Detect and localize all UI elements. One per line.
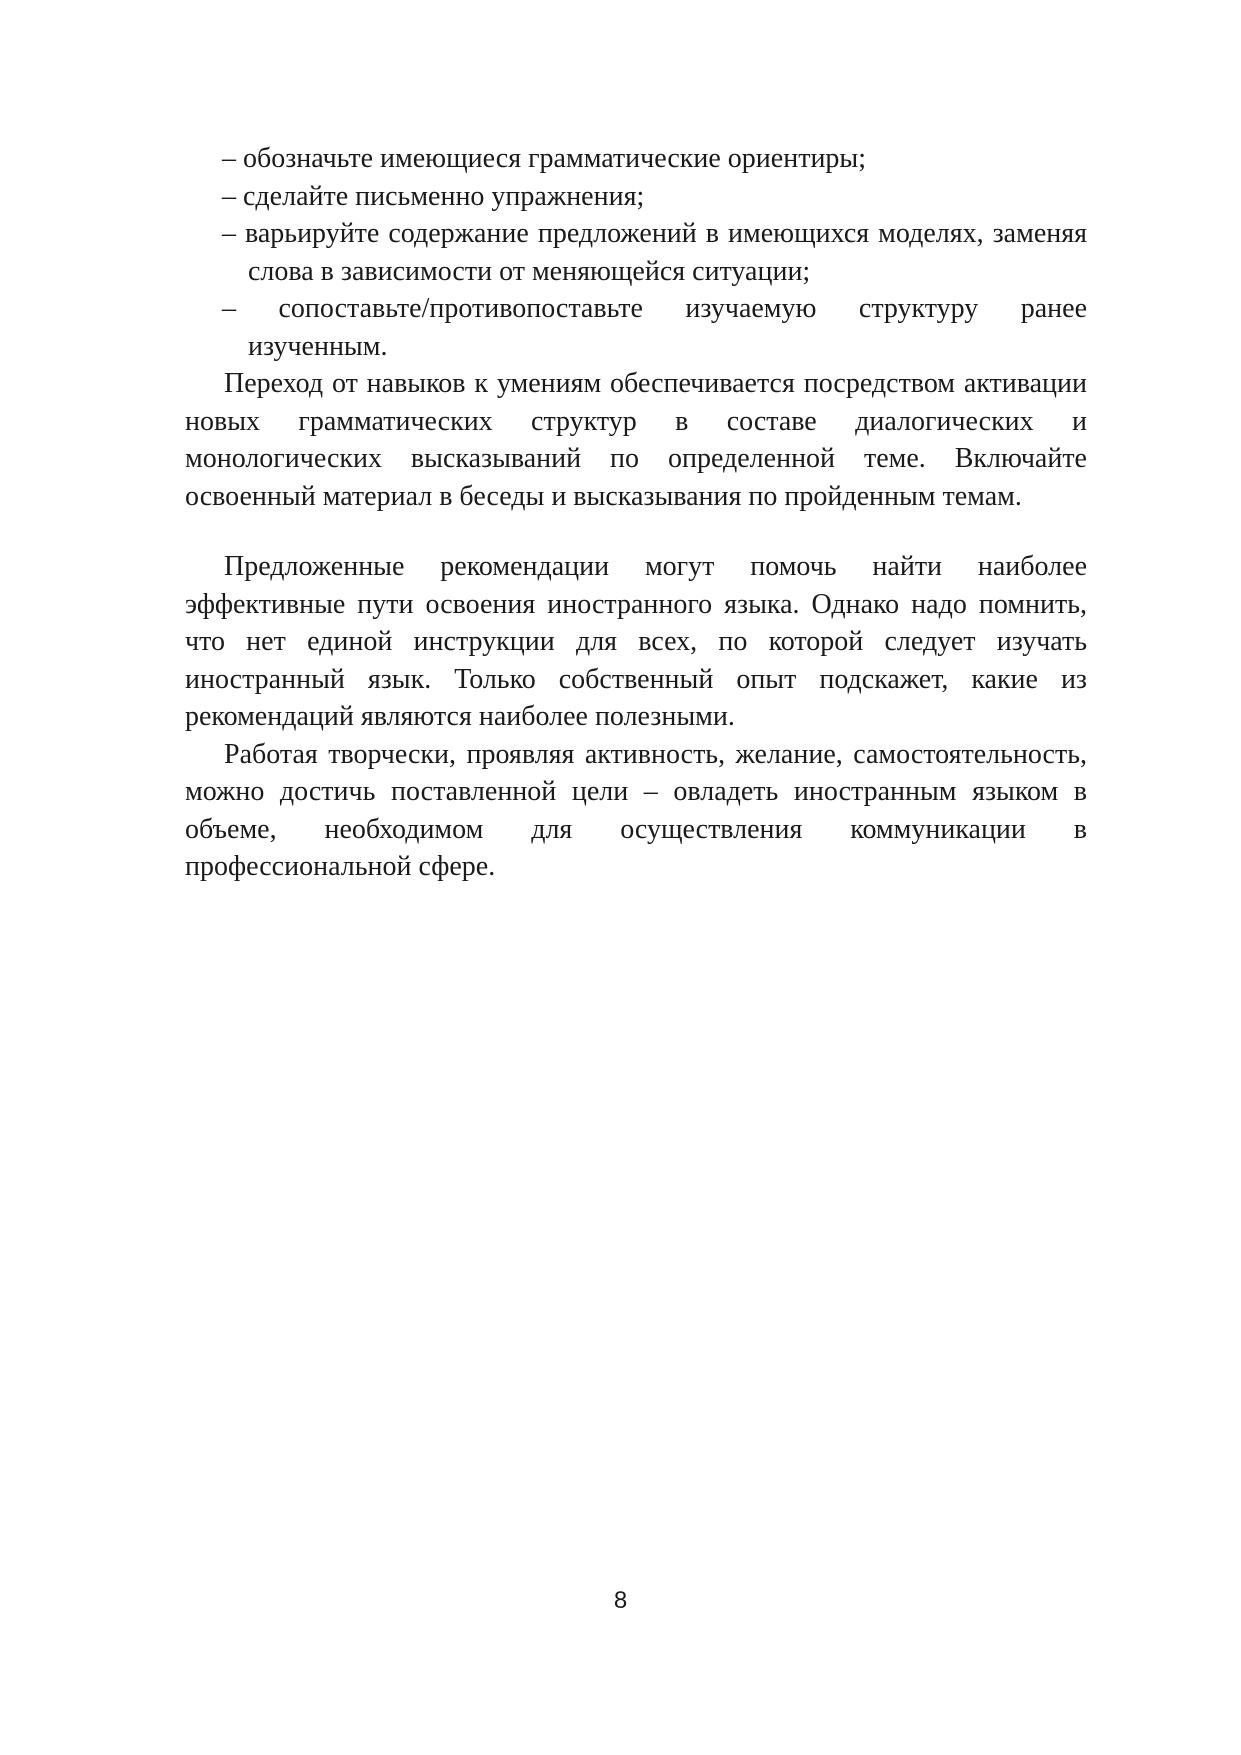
page-body bbox=[185, 140, 1087, 886]
paragraph-transition: Переход от навыков к умениям обеспечивается посредством активации новых грамматических структур в составе диалогических и монологических высказываний по определенной теме. Включайте освоенный материал в беседы и высказывания по пройденным темам. bbox=[185, 368, 1087, 512]
paragraph-recommendations: Предложенные рекомендации могут помочь найти наиболее эффективные пути освоения иностранного языка. Однако надо помнить, что нет единой инструкции для всех, по которой следует изучать иностранный язык. Только собственный опыт подскажет, какие из рекомендаций являются наиболее полезными. bbox=[185, 551, 1087, 732]
list-item: – сделайте письменно упражнения; bbox=[222, 180, 645, 212]
section-gap bbox=[185, 515, 1087, 548]
list-item: – варьируйте содержание предложений в имеющихся моделях, заменяя слова в зависимости от меняющейся ситуации; bbox=[222, 218, 1087, 287]
paragraph-conclusion: Работая творчески, проявляя активность, желание, самостоятельность, можно достичь поставленной цели – овладеть иностранным языком в объеме, необходимом для осуществления коммуникации в профессиональной сфере. bbox=[185, 738, 1087, 882]
instruction-list bbox=[185, 140, 1087, 365]
list-item: – сопоставьте/противопоставьте изучаемую структуру ранее изученным. bbox=[222, 293, 1087, 362]
page-number: 8 bbox=[613, 1587, 628, 1614]
list-item: – обозначьте имеющиеся грамматические ориентиры; bbox=[222, 143, 867, 174]
